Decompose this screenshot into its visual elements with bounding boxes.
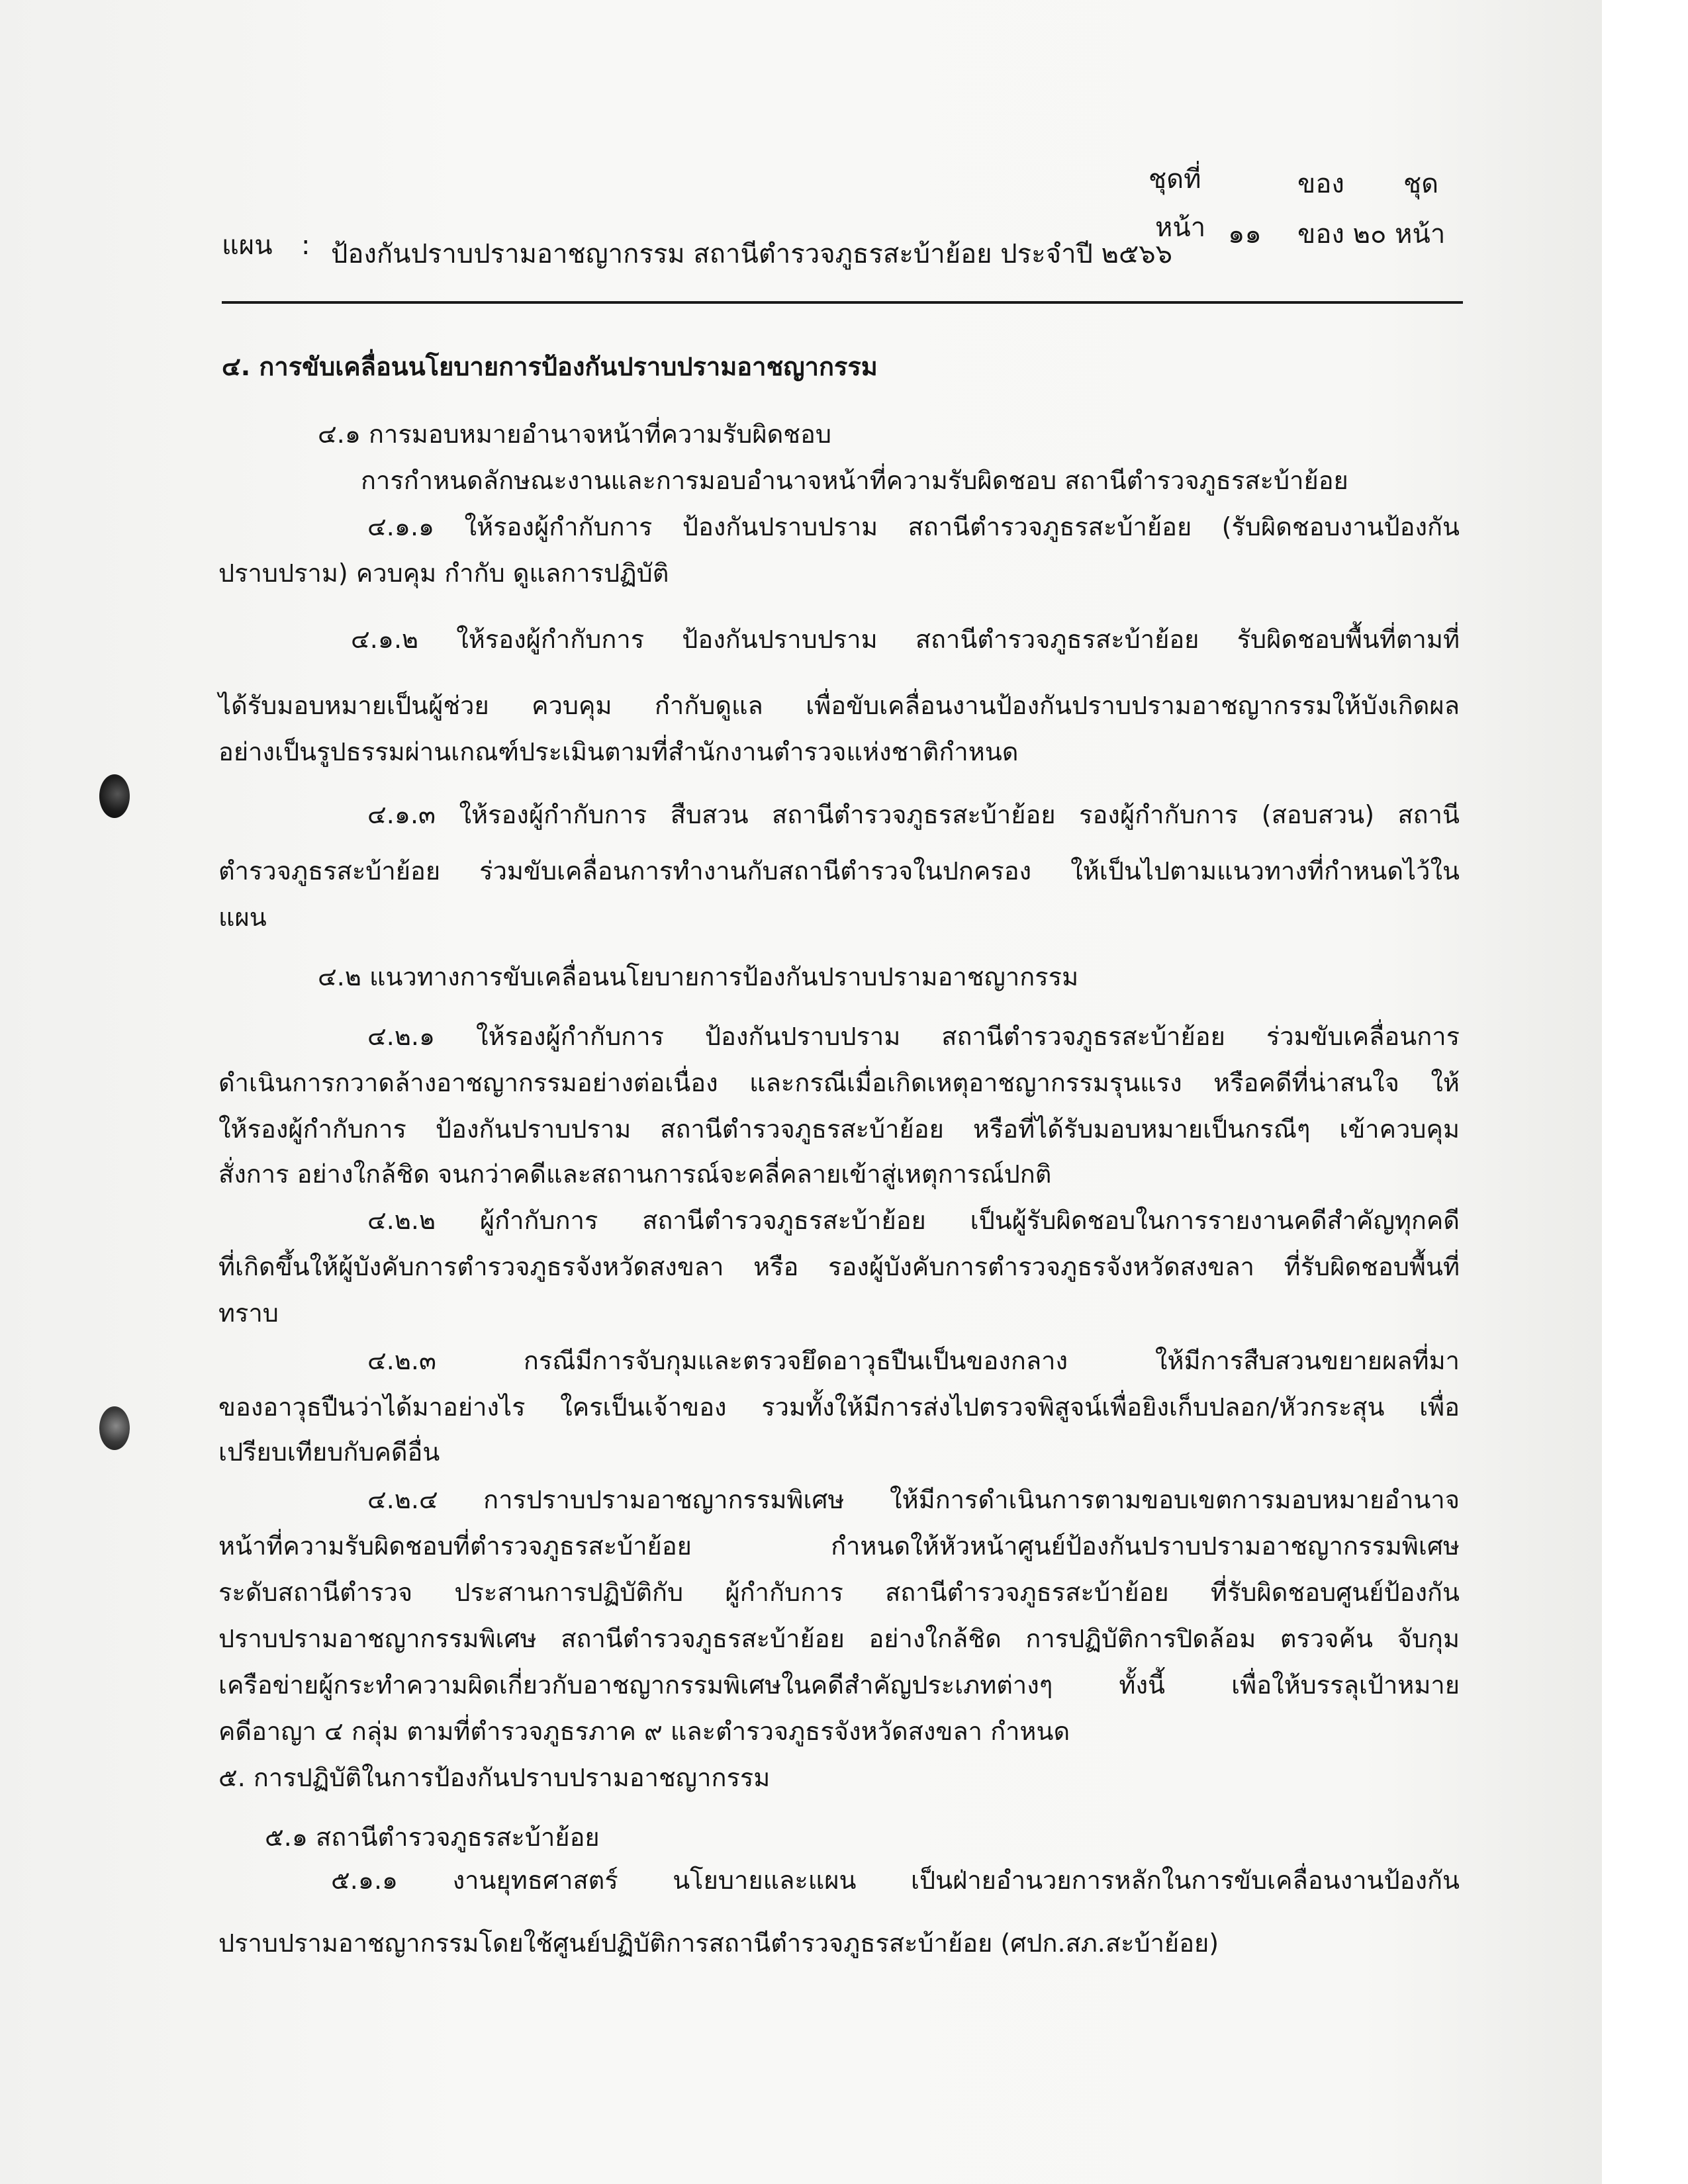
item-4-2-2: ๔.๒.๒ ผู้กำกับการ สถานีตำรวจภูธรสะบ้าย้อย เป็นผู้รับผิดชอบในการรายงานคดีสำคัญทุกคดี xyxy=(367,1206,1460,1235)
set-label: ชุดที่ xyxy=(1149,164,1201,195)
body-line: การกำหนดลักษณะงานและการมอบอำนาจหน้าที่ความรับผิดชอบ สถานีตำรวจภูธรสะบ้าย้อย xyxy=(361,466,1348,495)
body-line: คดีอาญา ๔ กลุ่ม ตามที่ตำรวจภูธรภาค ๙ และตำรวจภูธรจังหวัดสงขลา กำหนด xyxy=(218,1717,1070,1746)
subsection-5-1-heading: ๕.๑ สถานีตำรวจภูธรสะบ้าย้อย xyxy=(265,1823,600,1852)
body-line: ปราบปรามอาชญากรรมโดยใช้ศูนย์ปฏิบัติการสถานีตำรวจภูธรสะบ้าย้อย (ศปก.สภ.สะบ้าย้อย) xyxy=(218,1929,1219,1958)
body-line: ตำรวจภูธรสะบ้าย้อย ร่วมขับเคลื่อนการทำงานกับสถานีตำรวจในปกครอง ให้เป็นไปตามแนวทางที่กำหนดไว้ใน xyxy=(218,856,1460,886)
body-line: ปราบปราม) ควบคุม กำกับ ดูแลการปฏิบัติ xyxy=(218,559,669,588)
item-4-1-3: ๔.๑.๓ ให้รองผู้กำกับการ สืบสวน สถานีตำรวจภูธรสะบ้าย้อย รองผู้กำกับการ (สอบสวน) สถานี xyxy=(367,800,1460,829)
header-rule xyxy=(222,301,1463,304)
item-4-2-1: ๔.๒.๑ ให้รองผู้กำกับการ ป้องกันปราบปราม สถานีตำรวจภูธรสะบ้าย้อย ร่วมขับเคลื่อนการ xyxy=(367,1022,1460,1051)
plan-label: แผน xyxy=(222,230,273,261)
item-4-2-4: ๔.๒.๔ การปราบปรามอาชญากรรมพิเศษ ให้มีการดำเนินการตามขอบเขตการมอบหมายอำนาจ xyxy=(367,1485,1460,1514)
item-5-1-1: ๕.๑.๑ งานยุทธศาสตร์ นโยบายและแผน เป็นฝ่ายอำนวยการหลักในการขับเคลื่อนงานป้องกัน xyxy=(331,1866,1460,1895)
body-line: ทราบ xyxy=(218,1298,279,1328)
body-line: สั่งการ อย่างใกล้ชิด จนกว่าคดีและสถานการณ์จะคลี่คลายเข้าสู่เหตุการณ์ปกติ xyxy=(218,1160,1052,1189)
body-line: อย่างเป็นรูปธรรมผ่านเกณฑ์ประเมินตามที่สำนักงานตำรวจแห่งชาติกำหนด xyxy=(218,737,1019,766)
body-line: ที่เกิดขึ้นให้ผู้บังคับการตำรวจภูธรจังหวัดสงขลา หรือ รองผู้บังคับการตำรวจภูธรจังหวัดสงขลา ที่รับผิดชอบพื้นที่ xyxy=(218,1252,1460,1281)
page-of-total: ของ ๒๐ หน้า xyxy=(1297,219,1446,250)
set-suffix: ชุด xyxy=(1403,169,1439,199)
body-line: เครือข่ายผู้กระทำความผิดเกี่ยวกับอาชญากรรมพิเศษในคดีสำคัญประเภทต่างๆ ทั้งนี้ เพื่อให้บรรลุเป้าหมาย xyxy=(218,1670,1460,1700)
body-line: เปรียบเทียบกับคดีอื่น xyxy=(218,1437,440,1467)
subsection-4-1-heading: ๔.๑ การมอบหมายอำนาจหน้าที่ความรับผิดชอบ xyxy=(318,420,831,449)
plan-title: ป้องกันปราบปรามอาชญากรรม สถานีตำรวจภูธรสะบ้าย้อย ประจำปี ๒๕๖๖ xyxy=(331,239,1173,269)
page-number: ๑๑ xyxy=(1228,219,1262,250)
body-line: ดำเนินการกวาดล้างอาชญากรรมอย่างต่อเนื่อง และกรณีเมื่อเกิดเหตุอาชญากรรมรุนแรง หรือคดีที่น่าสนใจ ให้ xyxy=(218,1068,1460,1097)
body-line: หน้าที่ความรับผิดชอบที่ตำรวจภูธรสะบ้าย้อย กำหนดให้หัวหน้าศูนย์ป้องกันปราบปรามอาชญากรรมพิเศษ xyxy=(218,1531,1460,1561)
plan-colon: : xyxy=(301,230,310,261)
body-line: ระดับสถานีตำรวจ ประสานการปฏิบัติกับ ผู้กำกับการ สถานีตำรวจภูธรสะบ้าย้อย ที่รับผิดชอบศูนย์ป้องกัน xyxy=(218,1578,1460,1607)
body-line: ให้รองผู้กำกับการ ป้องกันปราบปราม สถานีตำรวจภูธรสะบ้าย้อย หรือที่ได้รับมอบหมายเป็นกรณีๆ เข้าควบคุม xyxy=(218,1115,1460,1144)
item-4-2-3: ๔.๒.๓ กรณีมีการจับกุมและตรวจยึดอาวุธปืนเป็นของกลาง ให้มีการสืบสวนขยายผลที่มา xyxy=(367,1346,1460,1375)
punch-hole-lower xyxy=(99,1406,130,1450)
punch-hole-upper xyxy=(99,774,130,818)
page-label: หน้า xyxy=(1155,212,1206,243)
body-line: แผน xyxy=(218,903,267,932)
set-of-label: ของ xyxy=(1297,169,1344,199)
section-4-heading: ๔. การขับเคลื่อนนโยบายการป้องกันปราบปรามอาชญากรรม xyxy=(222,352,878,381)
body-line: ปราบปรามอาชญากรรมพิเศษ สถานีตำรวจภูธรสะบ้าย้อย อย่างใกล้ชิด การปฏิบัติการปิดล้อม ตรวจค้น จับกุม xyxy=(218,1624,1460,1653)
body-line: ได้รับมอบหมายเป็นผู้ช่วย ควบคุม กำกับดูแล เพื่อขับเคลื่อนงานป้องกันปราบปรามอาชญากรรมให้บังเกิดผล xyxy=(218,691,1460,720)
item-4-1-1: ๔.๑.๑ ให้รองผู้กำกับการ ป้องกันปราบปราม สถานีตำรวจภูธรสะบ้าย้อย (รับผิดชอบงานป้องกัน xyxy=(367,512,1460,541)
subsection-4-2-heading: ๔.๒ แนวทางการขับเคลื่อนนโยบายการป้องกันปราบปรามอาชญากรรม xyxy=(318,962,1079,991)
section-5-heading: ๕. การปฏิบัติในการป้องกันปราบปรามอาชญากรรม xyxy=(218,1763,771,1792)
item-4-1-2: ๔.๑.๒ ให้รองผู้กำกับการ ป้องกันปราบปราม สถานีตำรวจภูธรสะบ้าย้อย รับผิดชอบพื้นที่ตามที่ xyxy=(351,625,1460,654)
body-line: ของอาวุธปืนว่าได้มาอย่างไร ใครเป็นเจ้าของ รวมทั้งให้มีการส่งไปตรวจพิสูจน์เพื่อยิงเก็บปลอก/หัวกระสุน เพื่อ xyxy=(218,1392,1460,1422)
page-background-edge xyxy=(1602,0,1688,2184)
